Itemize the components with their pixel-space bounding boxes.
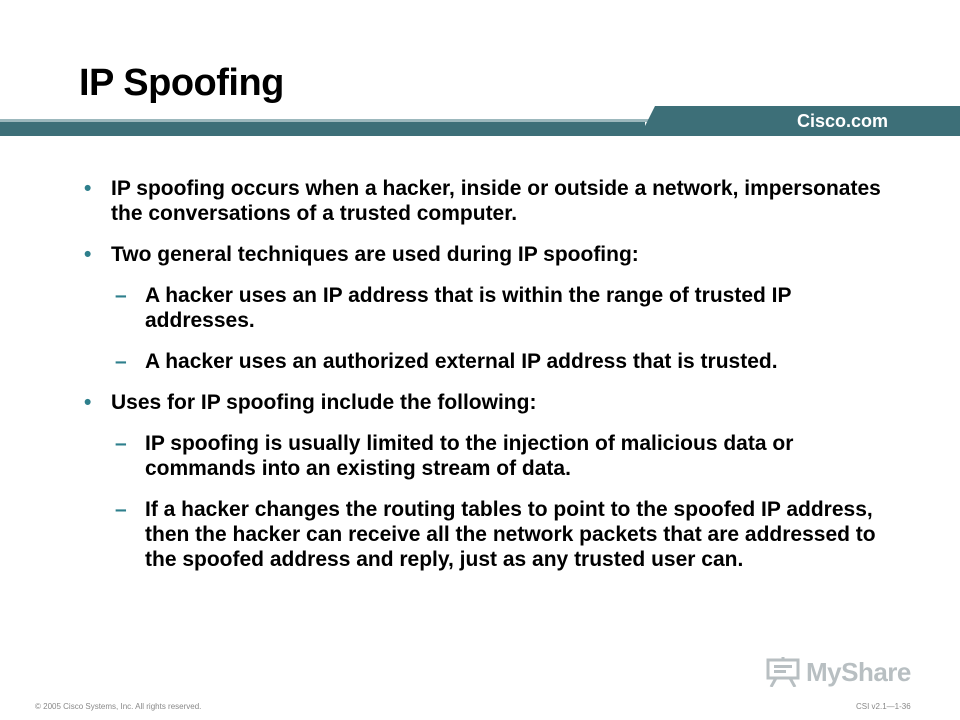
presentation-board-icon: [766, 657, 800, 687]
bullet-item: [84, 176, 904, 226]
bullet-marker: •: [84, 391, 92, 414]
sub-bullet-item: [115, 283, 904, 333]
bullet-text: IP spoofing occurs when a hacker, inside or outside a network, impersonates the conversations of a trusted computer.: [111, 177, 881, 225]
bullet-list: [84, 176, 904, 588]
sub-bullet-text: A hacker uses an IP address that is within the range of trusted IP addresses.: [145, 284, 792, 332]
bullet-text: Uses for IP spoofing include the following:: [111, 391, 537, 414]
bullet-item: [84, 390, 904, 415]
footer-course-code: CSI v2.1—1-36: [856, 702, 911, 711]
dash-marker: –: [115, 498, 127, 521]
bullet-text: Two general techniques are used during IP spoofing:: [111, 243, 639, 266]
dash-marker: –: [115, 432, 127, 455]
slide-title: IP Spoofing: [79, 62, 284, 104]
logo-text: MyShare: [806, 656, 911, 687]
bullet-marker: •: [84, 177, 92, 200]
header-bar-left-segment: [0, 122, 645, 136]
sub-bullet-text: IP spoofing is usually limited to the injection of malicious data or commands into an existing stream of data.: [145, 432, 794, 480]
footer-copyright: © 2005 Cisco Systems, Inc. All rights reserved.: [35, 702, 202, 711]
dash-marker: –: [115, 350, 127, 373]
watermark-logo: [766, 656, 911, 688]
sub-bullet-item: [115, 497, 904, 572]
brand-label: Cisco.com: [797, 111, 889, 131]
sub-bullet-item: [115, 349, 904, 374]
sub-bullet-item: [115, 431, 904, 481]
sub-bullet-text: A hacker uses an authorized external IP address that is trusted.: [145, 350, 778, 373]
dash-marker: –: [115, 284, 127, 307]
bullet-item: [84, 242, 904, 267]
sub-bullet-text: If a hacker changes the routing tables to point to the spoofed IP address, then the hacker can receive all the network packets that are addressed to the spoofed address and reply, just as any trusted user can.: [145, 498, 876, 571]
bullet-marker: •: [84, 243, 92, 266]
